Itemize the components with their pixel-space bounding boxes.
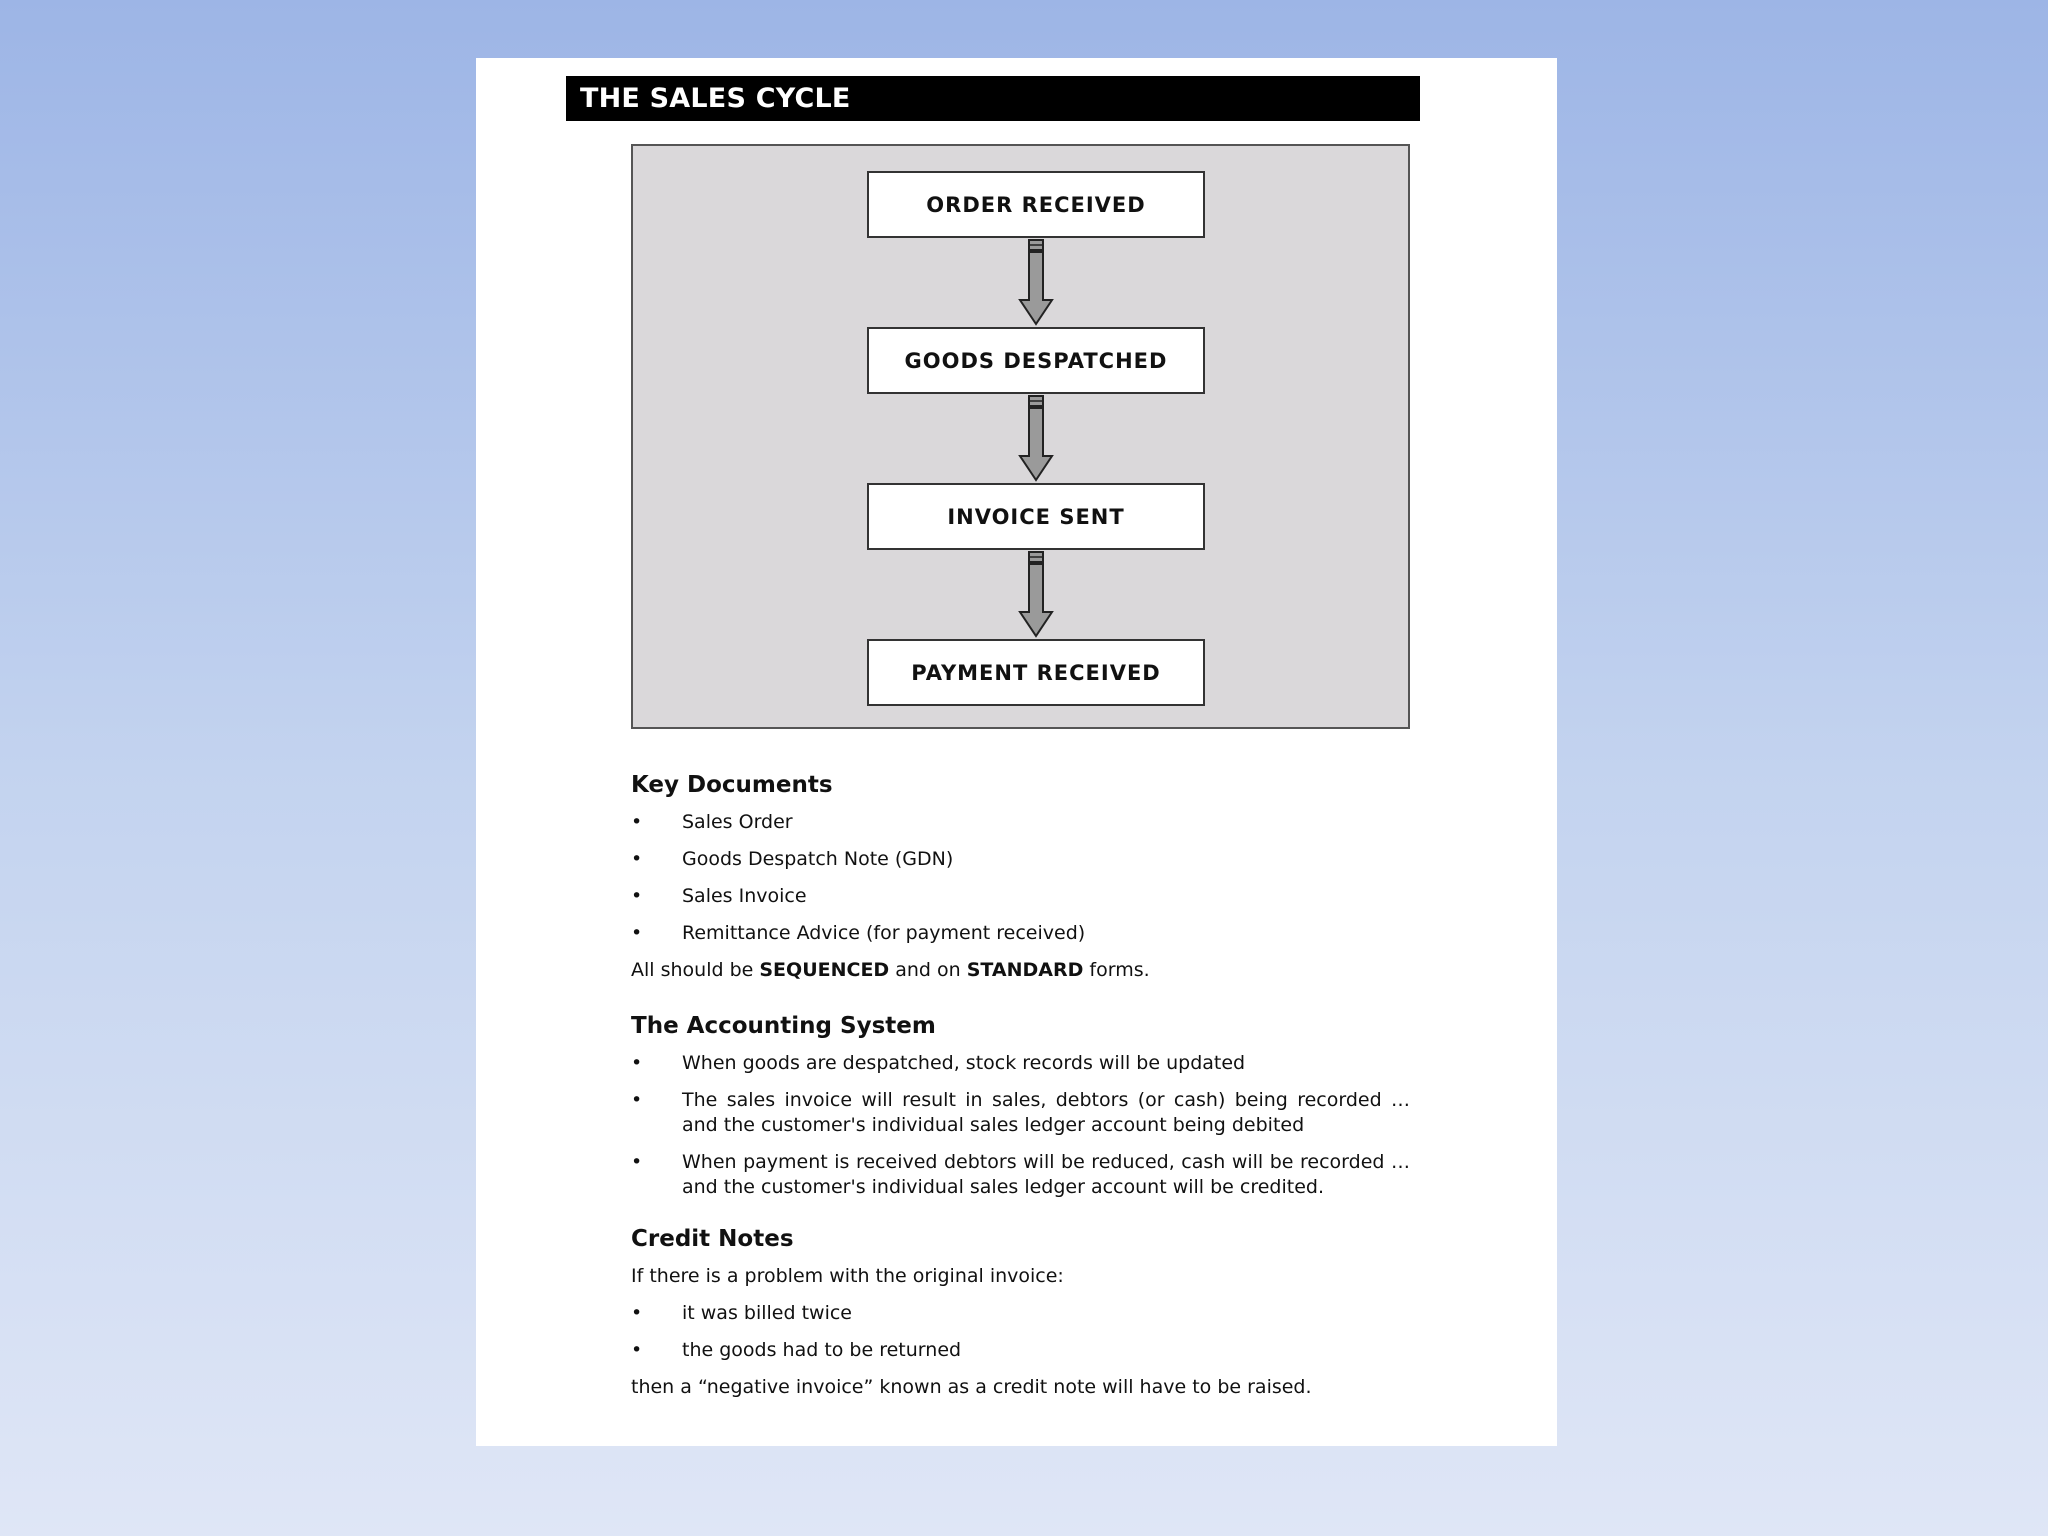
- list-item: • The sales invoice will result in sales, debtors (or cash) being recorded … and the customer's individual sales ledger account being debited: [631, 1089, 1410, 1136]
- list-item: • Sales Order: [631, 811, 793, 833]
- list-item: • Goods Despatch Note (GDN): [631, 848, 954, 870]
- credit-notes-closing: then a “negative invoice” known as a credit note will have to be raised.: [631, 1376, 1312, 1398]
- bullet-icon: •: [631, 1302, 643, 1324]
- flow-arrow-down-icon: [1018, 238, 1054, 326]
- page-title: THE SALES CYCLE: [566, 76, 1420, 121]
- flow-step-payment-received: PAYMENT RECEIVED: [867, 639, 1205, 706]
- bullet-icon: •: [631, 1151, 643, 1173]
- list-item: • When goods are despatched, stock records will be updated: [631, 1052, 1246, 1074]
- section-accounting-system: [631, 1011, 1410, 1200]
- document-body: [631, 770, 1410, 1416]
- list-item: • the goods had to be returned: [631, 1339, 962, 1361]
- bullet-icon: •: [631, 1052, 643, 1074]
- section-heading: Credit Notes: [631, 1226, 794, 1252]
- flow-arrow-down-icon: [1018, 550, 1054, 638]
- list-item: • it was billed twice: [631, 1302, 852, 1324]
- document-page: [476, 58, 1557, 1446]
- credit-notes-list: [631, 1301, 1410, 1363]
- bullet-icon: •: [631, 811, 643, 833]
- key-documents-list: [631, 810, 1410, 946]
- bullet-icon: •: [631, 1089, 643, 1111]
- flow-step-invoice-sent: INVOICE SENT: [867, 483, 1205, 550]
- section-key-documents: [631, 770, 1410, 983]
- accounting-system-list: [631, 1051, 1410, 1200]
- flow-step-goods-despatched: GOODS DESPATCHED: [867, 327, 1205, 394]
- section-heading: Key Documents: [631, 772, 833, 798]
- section-heading: The Accounting System: [631, 1013, 936, 1039]
- sales-cycle-flowchart: [631, 144, 1410, 729]
- flow-step-order-received: ORDER RECEIVED: [867, 171, 1205, 238]
- bullet-icon: •: [631, 885, 643, 907]
- sequencing-note: All should be SEQUENCED and on STANDARD forms.: [631, 959, 1150, 981]
- list-item: • Sales Invoice: [631, 885, 807, 907]
- bullet-icon: •: [631, 848, 643, 870]
- bullet-icon: •: [631, 1339, 643, 1361]
- list-item: • Remittance Advice (for payment received): [631, 922, 1086, 944]
- section-credit-notes: [631, 1224, 1410, 1400]
- bullet-icon: •: [631, 922, 643, 944]
- credit-notes-intro: If there is a problem with the original invoice:: [631, 1265, 1064, 1287]
- flow-arrow-down-icon: [1018, 394, 1054, 482]
- list-item: • When payment is received debtors will be reduced, cash will be recorded … and the customer's individual sales ledger account will be credited.: [631, 1151, 1410, 1198]
